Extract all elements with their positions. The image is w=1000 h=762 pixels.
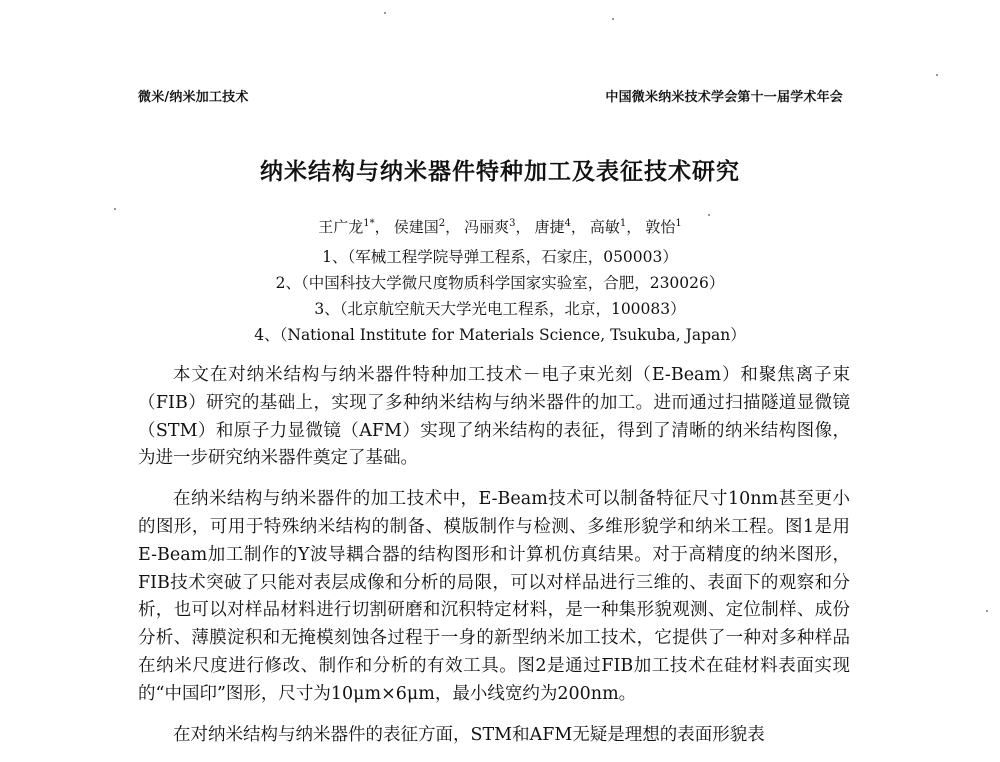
scan-speck [384,12,386,14]
running-header-right: 中国微米纳米技术学会第十一届学术年会 [605,90,843,105]
author-affiliation-mark: 1* [363,218,375,229]
body-paragraph: 本文在对纳米结构与纳米器件特种加工技术－电子束光刻（E-Beam）和聚焦离子束（FIB）研究的基础上，实现了多种纳米结构与纳米器件的加工。进而通过扫描隧道显微镜（STM）和原子力显微镜（AFM）实现了纳米结构的表征，得到了清晰的纳米结构图像，为进一步研究纳米器件奠定了基础。 [138,365,850,469]
affiliation: 3、（北京航空航天大学光电工程系，北京，100083） [314,300,686,318]
affiliation: 4、（National Institute for Materials Science, Tsukuba, Japan） [254,326,746,344]
author: 侯建国$^2$， [393,218,461,236]
abstract-body [138,362,850,762]
scan-speck [936,74,938,76]
scan-speck [986,610,988,612]
author-affiliation-mark: 3 [509,218,516,229]
author-list [0,216,1000,237]
scan-speck [612,18,614,20]
author-affiliation-mark: 2 [438,218,446,229]
author-name: 高敏 [589,218,620,236]
author-affiliation-mark: 1 [675,218,682,229]
scan-speck [708,214,710,216]
running-header-left: 微米/纳米加工技术 [138,90,249,105]
author-affiliation-mark: 4 [564,218,571,229]
affiliation-list [0,244,1000,348]
paper-title: 纳米结构与纳米器件特种加工及表征技术研究 [260,159,740,185]
author-name: 唐捷 [534,218,565,236]
author: 王广龙$^{1*}$， [318,218,390,236]
scan-speck [114,208,116,210]
author-name: 王广龙 [318,218,364,236]
author [645,218,681,236]
author: 高敏$^1$， [589,218,642,236]
author: 冯丽爽$^3$， [464,218,531,236]
body-paragraph: 在对纳米结构与纳米器件的表征方面，STM和AFM无疑是理想的表面形貌表 [173,724,765,745]
author-name: 敦怡 [645,218,676,236]
author-name: 冯丽爽 [464,218,510,236]
author-affiliation-mark: 1 [619,218,627,229]
author-name: 侯建国 [393,218,439,236]
body-paragraph: 在纳米结构与纳米器件的加工技术中，E-Beam技术可以制备特征尺寸10nm甚至更小的图形，可用于特殊纳米结构的制备、模版制作与检测、多维形貌学和纳米工程。图1是用E-Beam加工制作的Y波导耦合器的结构图形和计算机仿真结果。对于高精度的纳米图形，FIB技术突破了只能对表层成像和分析的局限，可以对样品进行三维的、表面下的观察和分析，也可以对样品材料进行切割研磨和沉积特定材料，是一种集形貌观测、定位制样、成份分析、薄膜淀积和无掩模刻蚀各过程于一身的新型纳米加工技术，它提供了一种对多种样品在纳米尺度进行修改、制作和分析的有效工具。图2是通过FIB加工技术在硅材料表面实现的“中国印”图形，尺寸为10μm×6μm，最小线宽约为200nm。 [138,489,850,704]
affiliation: 2、（中国科技大学微尺度物质科学国家实验室，合肥，230026） [275,274,725,292]
author: 唐捷$^4$， [534,218,586,236]
affiliation: 1、（军械工程学院导弹工程系，石家庄，050003） [322,248,678,266]
